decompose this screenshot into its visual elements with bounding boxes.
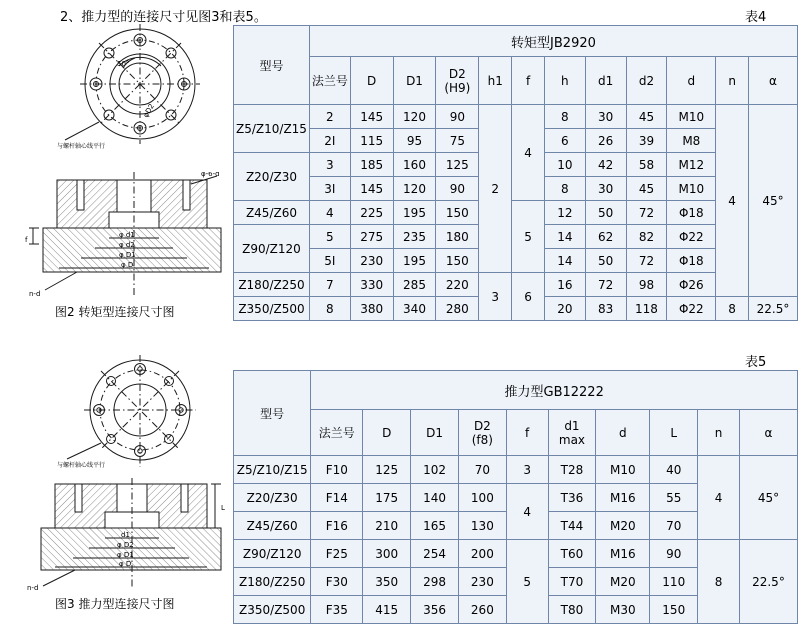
table4-d: Φ18 bbox=[667, 201, 716, 225]
table4-flange: 7 bbox=[309, 273, 350, 297]
table4-d2: 82 bbox=[626, 225, 667, 249]
table5-d1: T36 bbox=[548, 484, 596, 512]
table4-n-group: 4 bbox=[716, 105, 749, 297]
table4-flange: 3 bbox=[309, 153, 350, 177]
table4-flange: 2I bbox=[309, 129, 350, 153]
table4-flange: 3I bbox=[309, 177, 350, 201]
table5-col-d1max bbox=[548, 410, 596, 456]
figure2-dim-d2: φ d2 bbox=[119, 241, 135, 249]
table5-D: 210 bbox=[363, 512, 411, 540]
table5-D2: 230 bbox=[458, 568, 506, 596]
table5-D2: 70 bbox=[458, 456, 506, 484]
table4-d1: 42 bbox=[585, 153, 626, 177]
table4-h: 14 bbox=[544, 225, 585, 249]
table5-D1: 254 bbox=[411, 540, 459, 568]
table4-f-group: 5 bbox=[512, 201, 545, 273]
table4-model: Z20/Z30 bbox=[234, 153, 310, 201]
table4-col-n: n bbox=[716, 57, 749, 105]
table5-d1: T44 bbox=[548, 512, 596, 540]
figure2-dim-d1: φ d1 bbox=[119, 231, 135, 239]
table4-col-D2-main: D2 bbox=[448, 66, 466, 81]
table5-d: M10 bbox=[596, 456, 650, 484]
figure2-angle-label: 50° bbox=[117, 60, 130, 68]
table5-D2: 100 bbox=[458, 484, 506, 512]
table4-d: Φ22 bbox=[667, 297, 716, 321]
table4-alpha-group: 45° bbox=[749, 105, 798, 297]
figure3-dim-D1: φ D1 bbox=[117, 551, 134, 559]
table5-flange: F16 bbox=[311, 512, 363, 540]
table5-col-L: L bbox=[650, 410, 698, 456]
figure2-f-label: f bbox=[25, 236, 28, 244]
table4-h1-group: 3 bbox=[479, 273, 512, 321]
table-thrust-type bbox=[233, 370, 798, 624]
table4-model: Z180/Z250 bbox=[234, 273, 310, 297]
table4-D2: 150 bbox=[436, 201, 479, 225]
table5-model: Z20/Z30 bbox=[234, 484, 311, 512]
table4-d1: 62 bbox=[585, 225, 626, 249]
table4-D: 230 bbox=[350, 249, 393, 273]
table4-d1: 30 bbox=[585, 177, 626, 201]
table4-col-flange: 法兰号 bbox=[309, 57, 350, 105]
table5-col-D: D bbox=[363, 410, 411, 456]
figure2-note-parallel: 与螺杆轴心线平行 bbox=[57, 143, 106, 150]
table4-d1: 30 bbox=[585, 105, 626, 129]
figure3-dim-D: φ D bbox=[119, 560, 132, 568]
table4-D: 275 bbox=[350, 225, 393, 249]
table4-d2: 72 bbox=[626, 249, 667, 273]
table5-d1: T28 bbox=[548, 456, 596, 484]
figure2-section-drawing bbox=[25, 172, 230, 302]
table5-L: 90 bbox=[650, 540, 698, 568]
table5-col-n: n bbox=[698, 410, 740, 456]
table5-col-d1-sub: max bbox=[558, 432, 586, 447]
table5-model: Z180/Z250 bbox=[234, 568, 311, 596]
table5-f-group: 5 bbox=[506, 540, 548, 624]
table4-D2: 280 bbox=[436, 297, 479, 321]
table5-col-d: d bbox=[596, 410, 650, 456]
table4-D2: 125 bbox=[436, 153, 479, 177]
table5-L: 40 bbox=[650, 456, 698, 484]
table4-d: M8 bbox=[667, 129, 716, 153]
table5-flange: F14 bbox=[311, 484, 363, 512]
table5-D1: 356 bbox=[411, 596, 459, 624]
table5-d: M16 bbox=[596, 540, 650, 568]
table5-n-group: 8 bbox=[698, 540, 740, 624]
intro-text: 2、推力型的连接尺寸见图3和表5。 bbox=[60, 10, 267, 25]
figure3-nd-label: n-d bbox=[27, 584, 39, 592]
table4-D1: 235 bbox=[393, 225, 436, 249]
table5-model: Z5/Z10/Z15 bbox=[234, 456, 311, 484]
table5-flange: F25 bbox=[311, 540, 363, 568]
table4-model: Z45/Z60 bbox=[234, 201, 310, 225]
figure2-caption: 图2 转矩型连接尺寸图 bbox=[55, 305, 175, 319]
table4-d1: 50 bbox=[585, 201, 626, 225]
table5-col-D2 bbox=[458, 410, 506, 456]
table4-D1: 120 bbox=[393, 105, 436, 129]
table4-D2: 90 bbox=[436, 105, 479, 129]
figure3-flange-face-drawing bbox=[55, 355, 225, 470]
figure3-note-parallel: 与螺杆轴心线平行 bbox=[57, 462, 106, 469]
table4-col-d2: d2 bbox=[626, 57, 667, 105]
table5-D: 300 bbox=[363, 540, 411, 568]
table4-h: 6 bbox=[544, 129, 585, 153]
table4-label: 表4 bbox=[745, 10, 767, 25]
table5-col-D2-sub: (f8) bbox=[471, 432, 493, 447]
table4-D: 145 bbox=[350, 105, 393, 129]
table4-d2: 98 bbox=[626, 273, 667, 297]
figure2-flange-face-drawing bbox=[55, 22, 225, 152]
figure2-phi6d-label: φ-6-d bbox=[201, 172, 220, 178]
table4-h: 20 bbox=[544, 297, 585, 321]
table4-h: 8 bbox=[544, 177, 585, 201]
table4-model: Z90/Z120 bbox=[234, 225, 310, 273]
table5-d1: T80 bbox=[548, 596, 596, 624]
table4-d: Φ26 bbox=[667, 273, 716, 297]
table4-d: Φ22 bbox=[667, 225, 716, 249]
table5-D2: 130 bbox=[458, 512, 506, 540]
figure3-dim-D2: φ D2 bbox=[117, 541, 134, 549]
table5-f-group: 3 bbox=[506, 456, 548, 484]
figure2-dia-label: φD2 bbox=[141, 102, 156, 119]
table4-col-D2-sub: (H9) bbox=[444, 80, 471, 95]
table4-d2: 45 bbox=[626, 177, 667, 201]
table4-n-group: 8 bbox=[716, 297, 749, 321]
table5-D: 350 bbox=[363, 568, 411, 596]
table4-col-alpha: α bbox=[749, 57, 798, 105]
table-row bbox=[234, 456, 798, 484]
table4-h: 14 bbox=[544, 249, 585, 273]
table4-D: 185 bbox=[350, 153, 393, 177]
table4-D1: 120 bbox=[393, 177, 436, 201]
table4-f-group: 4 bbox=[512, 105, 545, 201]
table5-L: 150 bbox=[650, 596, 698, 624]
table4-f-group: 6 bbox=[512, 273, 545, 321]
table5-L: 110 bbox=[650, 568, 698, 596]
table4-D1: 160 bbox=[393, 153, 436, 177]
table5-label: 表5 bbox=[745, 355, 767, 370]
table5-D: 125 bbox=[363, 456, 411, 484]
table4-d2: 39 bbox=[626, 129, 667, 153]
figure2-nd-label: n-d bbox=[29, 290, 41, 298]
table4-h: 10 bbox=[544, 153, 585, 177]
table5-col-flange: 法兰号 bbox=[311, 410, 363, 456]
table5-col-D2-main: D2 bbox=[473, 418, 491, 433]
table4-D: 145 bbox=[350, 177, 393, 201]
table5-d: M20 bbox=[596, 512, 650, 540]
table4-flange: 5I bbox=[309, 249, 350, 273]
table4-d: Φ18 bbox=[667, 249, 716, 273]
table4-col-f: f bbox=[512, 57, 545, 105]
table4-col-D: D bbox=[350, 57, 393, 105]
table4-D1: 195 bbox=[393, 201, 436, 225]
table5-f-group: 4 bbox=[506, 484, 548, 540]
table4-D2: 90 bbox=[436, 177, 479, 201]
table4-D: 225 bbox=[350, 201, 393, 225]
figure3-L-label: L bbox=[221, 504, 225, 512]
table5-D2: 200 bbox=[458, 540, 506, 568]
table4-d2: 72 bbox=[626, 201, 667, 225]
table5-D: 175 bbox=[363, 484, 411, 512]
table4-col-h1: h1 bbox=[479, 57, 512, 105]
table4-h: 8 bbox=[544, 105, 585, 129]
table4-col-d1: d1 bbox=[585, 57, 626, 105]
table5-D1: 102 bbox=[411, 456, 459, 484]
table5-L: 55 bbox=[650, 484, 698, 512]
table4-D2: 75 bbox=[436, 129, 479, 153]
table4-D: 330 bbox=[350, 273, 393, 297]
table5-D1: 165 bbox=[411, 512, 459, 540]
table-row bbox=[234, 57, 798, 105]
table4-model: Z5/Z10/Z15 bbox=[234, 105, 310, 153]
table-row bbox=[234, 540, 798, 568]
table5-D1: 140 bbox=[411, 484, 459, 512]
table5-d: M30 bbox=[596, 596, 650, 624]
table4-d1: 26 bbox=[585, 129, 626, 153]
table5-flange: F30 bbox=[311, 568, 363, 596]
table5-flange: F35 bbox=[311, 596, 363, 624]
table4-D: 115 bbox=[350, 129, 393, 153]
table5-D2: 260 bbox=[458, 596, 506, 624]
figure2-dim-D1: φ D1 bbox=[119, 251, 136, 259]
table4-D1: 340 bbox=[393, 297, 436, 321]
figure3-dim-d1: d1 bbox=[121, 531, 130, 539]
table4-flange: 8 bbox=[309, 297, 350, 321]
table4-h: 16 bbox=[544, 273, 585, 297]
table4-d1: 72 bbox=[585, 273, 626, 297]
table-row bbox=[234, 26, 798, 57]
table4-h: 12 bbox=[544, 201, 585, 225]
table4-d: M10 bbox=[667, 177, 716, 201]
table4-h1-group: 2 bbox=[479, 105, 512, 273]
table-torque-type bbox=[233, 25, 798, 321]
table4-col-d: d bbox=[667, 57, 716, 105]
table5-title: 推力型GB12222 bbox=[311, 371, 798, 410]
table4-D2: 180 bbox=[436, 225, 479, 249]
table5-alpha-group: 45° bbox=[739, 456, 797, 540]
table5-col-f: f bbox=[506, 410, 548, 456]
table4-D1: 195 bbox=[393, 249, 436, 273]
table-row bbox=[234, 273, 798, 297]
table5-model-header: 型号 bbox=[234, 371, 311, 456]
table4-flange: 2 bbox=[309, 105, 350, 129]
table-row bbox=[234, 105, 798, 129]
table4-title: 转矩型JB2920 bbox=[309, 26, 797, 57]
table5-d1: T60 bbox=[548, 540, 596, 568]
table4-flange: 5 bbox=[309, 225, 350, 249]
table4-d2: 118 bbox=[626, 297, 667, 321]
table4-col-h: h bbox=[544, 57, 585, 105]
table5-col-d1-main: d1 bbox=[564, 418, 580, 433]
table-row bbox=[234, 410, 798, 456]
table4-d2: 58 bbox=[626, 153, 667, 177]
table4-col-D1: D1 bbox=[393, 57, 436, 105]
table4-col-D2 bbox=[436, 57, 479, 105]
table5-flange: F10 bbox=[311, 456, 363, 484]
figure3-caption: 图3 推力型连接尺寸图 bbox=[55, 597, 175, 611]
table4-D1: 285 bbox=[393, 273, 436, 297]
table4-d1: 83 bbox=[585, 297, 626, 321]
table5-D1: 298 bbox=[411, 568, 459, 596]
table5-D: 415 bbox=[363, 596, 411, 624]
table-row bbox=[234, 371, 798, 410]
table5-model: Z350/Z500 bbox=[234, 596, 311, 624]
table4-d: M12 bbox=[667, 153, 716, 177]
table5-d: M16 bbox=[596, 484, 650, 512]
table4-D: 380 bbox=[350, 297, 393, 321]
table4-alpha-group: 22.5° bbox=[749, 297, 798, 321]
figure3-section-drawing bbox=[25, 478, 230, 593]
table-row bbox=[234, 201, 798, 225]
table5-alpha-group: 22.5° bbox=[739, 540, 797, 624]
table4-d: M10 bbox=[667, 105, 716, 129]
table4-flange: 4 bbox=[309, 201, 350, 225]
table4-d2: 45 bbox=[626, 105, 667, 129]
table4-model: Z350/Z500 bbox=[234, 297, 310, 321]
table4-model-header: 型号 bbox=[234, 26, 310, 105]
table5-d1: T70 bbox=[548, 568, 596, 596]
table5-model: Z90/Z120 bbox=[234, 540, 311, 568]
table5-L: 70 bbox=[650, 512, 698, 540]
table5-n-group: 4 bbox=[698, 456, 740, 540]
table5-col-D1: D1 bbox=[411, 410, 459, 456]
figure2-dim-D: φ D bbox=[121, 261, 134, 269]
table4-d1: 50 bbox=[585, 249, 626, 273]
table4-D1: 95 bbox=[393, 129, 436, 153]
table4-D2: 150 bbox=[436, 249, 479, 273]
table4-D2: 220 bbox=[436, 273, 479, 297]
table5-d: M20 bbox=[596, 568, 650, 596]
table5-model: Z45/Z60 bbox=[234, 512, 311, 540]
table5-col-alpha: α bbox=[739, 410, 797, 456]
